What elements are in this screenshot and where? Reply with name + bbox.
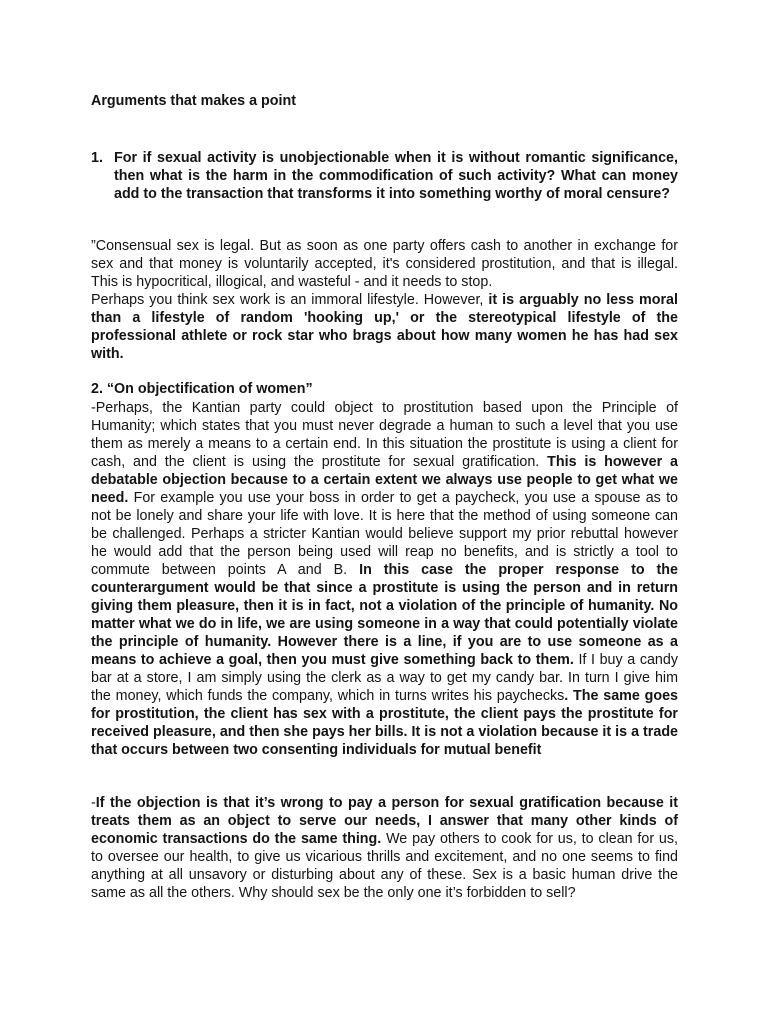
p2-normal-text: Perhaps you think sex work is an immoral lifestyle. However, [91, 292, 489, 308]
p4-text-1: - [91, 795, 96, 811]
paragraph-sex-work-lifestyle [91, 291, 678, 363]
p3-bold-1: This is however a debatable objection because to a certain extent we always use people to get what we need. [91, 454, 679, 506]
p3-text-2: For example you use your boss in order to get a paycheck, you use a spouse as to not be lonely and share your life with love. It is here that the method of using someone can be challenged. Perhaps a stricter Kantian would believe support my prior rebuttal however he would add that the person being used will reap no benefits, and is strictly a tool to commute between points A and B. [91, 490, 678, 578]
p3-bold-3: . The same goes for prostitution, the client has sex with a prostitute, the client pays the prostitute for received pleasure, and then she pays her bills. It is not a violation because it is a trade that occurs between two consenting individuals for mutual benefit [91, 688, 678, 758]
question-1-number: 1. [91, 150, 103, 166]
section-2-heading: 2. “On objectification of women” [91, 381, 313, 397]
p4-text-2: We pay others to cook for us, to clean for us, to oversee our health, to give us vicarious thrills and excitement, and no one seems to find anything at all unsavory or disturbing about any of these. Sex is a basic human drive the same as all the others. Why should sex be the only one it’s forbidden to sell? [91, 831, 678, 901]
paragraph-consensual-sex: ”Consensual sex is legal. But as soon as one party offers cash to another in exchange for sex and that money is voluntarily accepted, it's considered prostitution, and that is illegal. This is hypocritical, illogical, and wasteful - and it needs to stop. [91, 238, 678, 290]
paragraph-kantian-objection [91, 399, 678, 759]
p3-text-1: -Perhaps, the Kantian party could object to prostitution based upon the Principle of Humanity; which states that you must never degrade a human to such a level that you use them as merely a means to a certain end. In this situation the prostitute is using a client for cash, and the client is using the prostitute for sexual gratification. [91, 400, 678, 470]
p4-bold-1: If the objection is that it’s wrong to pay a person for sexual gratification because it treats them as an object to serve our needs, I answer that many other kinds of economic transactions do the same thing. [91, 795, 678, 847]
p3-bold-2: In this case the proper response to the counterargument would be that since a prostitute is using the person and in return giving them pleasure, then it is in fact, not a violation of the principle of humanity. No matter what we do in life, we are using someone in a way that could potentially violate the principle of humanity. However there is a line, if you are to use someone as a means to achieve a goal, then you must give something back to them. [91, 562, 678, 668]
paragraph-economic-transactions [91, 794, 678, 902]
question-1 [91, 149, 678, 203]
p2-bold-text: it is arguably no less moral than a lifestyle of random 'hooking up,' or the stereotypical lifestyle of the professional athlete or rock star who brags about how many women he has had sex with. [91, 292, 678, 362]
document-title: Arguments that makes a point [91, 93, 296, 109]
p3-text-3: If I buy a candy bar at a store, I am simply using the clerk as a way to get my candy bar. In turn I give him the money, which funds the company, which in turns writes his paychecks [91, 652, 678, 704]
question-1-text: For if sexual activity is unobjectionable when it is without romantic significance, then what is the harm in the commodification of such activity? What can money add to the transaction that transforms it into something worthy of moral censure? [114, 150, 678, 202]
